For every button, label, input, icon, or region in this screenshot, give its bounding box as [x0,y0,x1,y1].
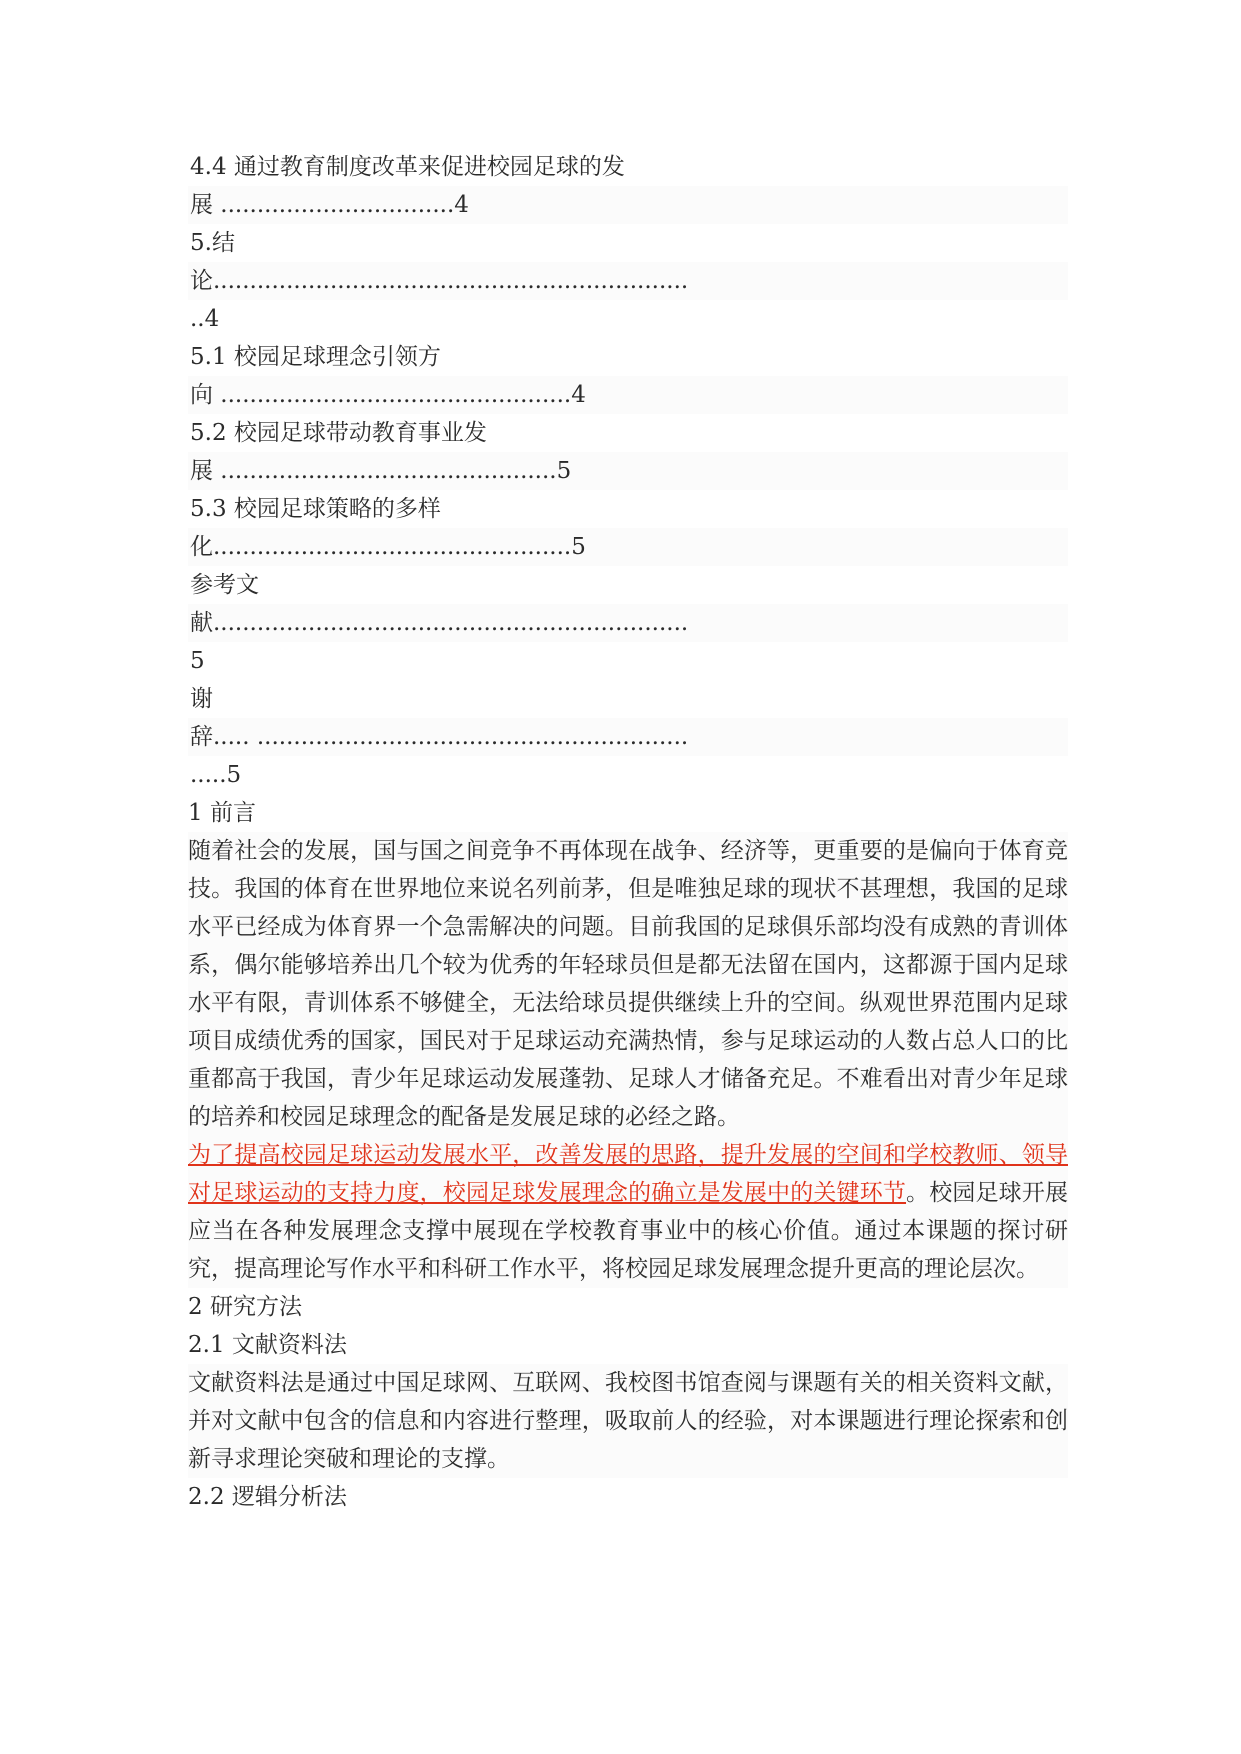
table-of-contents [188,148,1068,794]
toc-entry-references-dots: 献................................................................. [188,604,1068,642]
toc-entry-5-2: 5.2 校园足球带动教育事业发 [190,420,487,446]
toc-entry-references: 参考文 [190,572,259,598]
toc-entry-5-dots: 论................................................................. [188,262,1068,300]
literature-method-paragraph: 文献资料法是通过中国足球网、互联网、我校图书馆查阅与课题有关的相关资料文献，并对文献中包含的信息和内容进行整理，吸取前人的经验，对本课题进行理论探索和创新寻求理论突破和理论的支撑。 [188,1364,1068,1478]
toc-entry-thanks: 谢 [190,686,213,712]
section-heading-methods: 2 研究方法 [188,1294,302,1320]
toc-entry-thanks-dots: 辞..... ........................................................... [188,718,1068,756]
toc-entry-references-page: 5 [190,648,205,674]
toc-entry-5-1-page: 向 ................................................4 [188,376,1068,414]
toc-entry-5-3: 5.3 校园足球策略的多样 [190,496,441,522]
section-heading-preface: 1 前言 [188,800,256,826]
preface-paragraph-1: 随着社会的发展，国与国之间竞争不再体现在战争、经济等，更重要的是偏向于体育竞技。我国的体育在世界地位来说名列前茅，但是唯独足球的现状不甚理想，我国的足球水平已经成为体育界一个急需解决的问题。目前我国的足球俱乐部均没有成熟的青训体系，偶尔能够培养出几个较为优秀的年轻球员但是都无法留在国内，这都源于国内足球水平有限，青训体系不够健全，无法给球员提供继续上升的空间。纵观世界范围内足球项目成绩优秀的国家，国民对于足球运动充满热情，参与足球运动的人数占总人口的比重都高于我国，青少年足球运动发展蓬勃、足球人才储备充足。不难看出对青少年足球的培养和校园足球理念的配备是发展足球的必经之路。 [188,832,1068,1136]
toc-entry-5-page: ..4 [190,306,220,332]
toc-entry-thanks-page: .....5 [190,762,242,788]
toc-entry-5-2-page: 展 ..............................................5 [188,452,1068,490]
subsection-heading-literature: 2.1 文献资料法 [188,1332,347,1358]
preface-paragraph-2-rest: 。校园足球开展应当在各种发展理念支撑中展现在学校教育事业中的核心价值。通过本课题的探讨研究，提高理论写作水平和科研工作水平，将校园足球发展理念提升更高的理论层次。 [188,1180,1069,1282]
subsection-heading-logic: 2.2 逻辑分析法 [188,1484,347,1510]
preface-paragraph-2 [188,1136,1068,1288]
highlighted-sentence: 为了提高校园足球运动发展水平，改善发展的思路，提升发展的空间和学校教师、领导对足球运动的支持力度，校园足球发展理念的确立是发展中的关键环节 [188,1142,1068,1206]
toc-entry-5-3-page: 化.................................................5 [188,528,1068,566]
toc-entry-4-4: 4.4 通过教育制度改革来促进校园足球的发 [190,154,625,180]
toc-entry-4-4-page: 展 ................................4 [188,186,1068,224]
document-body [188,148,1068,1516]
toc-entry-5: 5.结 [190,230,235,256]
toc-entry-5-1: 5.1 校园足球理念引领方 [190,344,441,370]
